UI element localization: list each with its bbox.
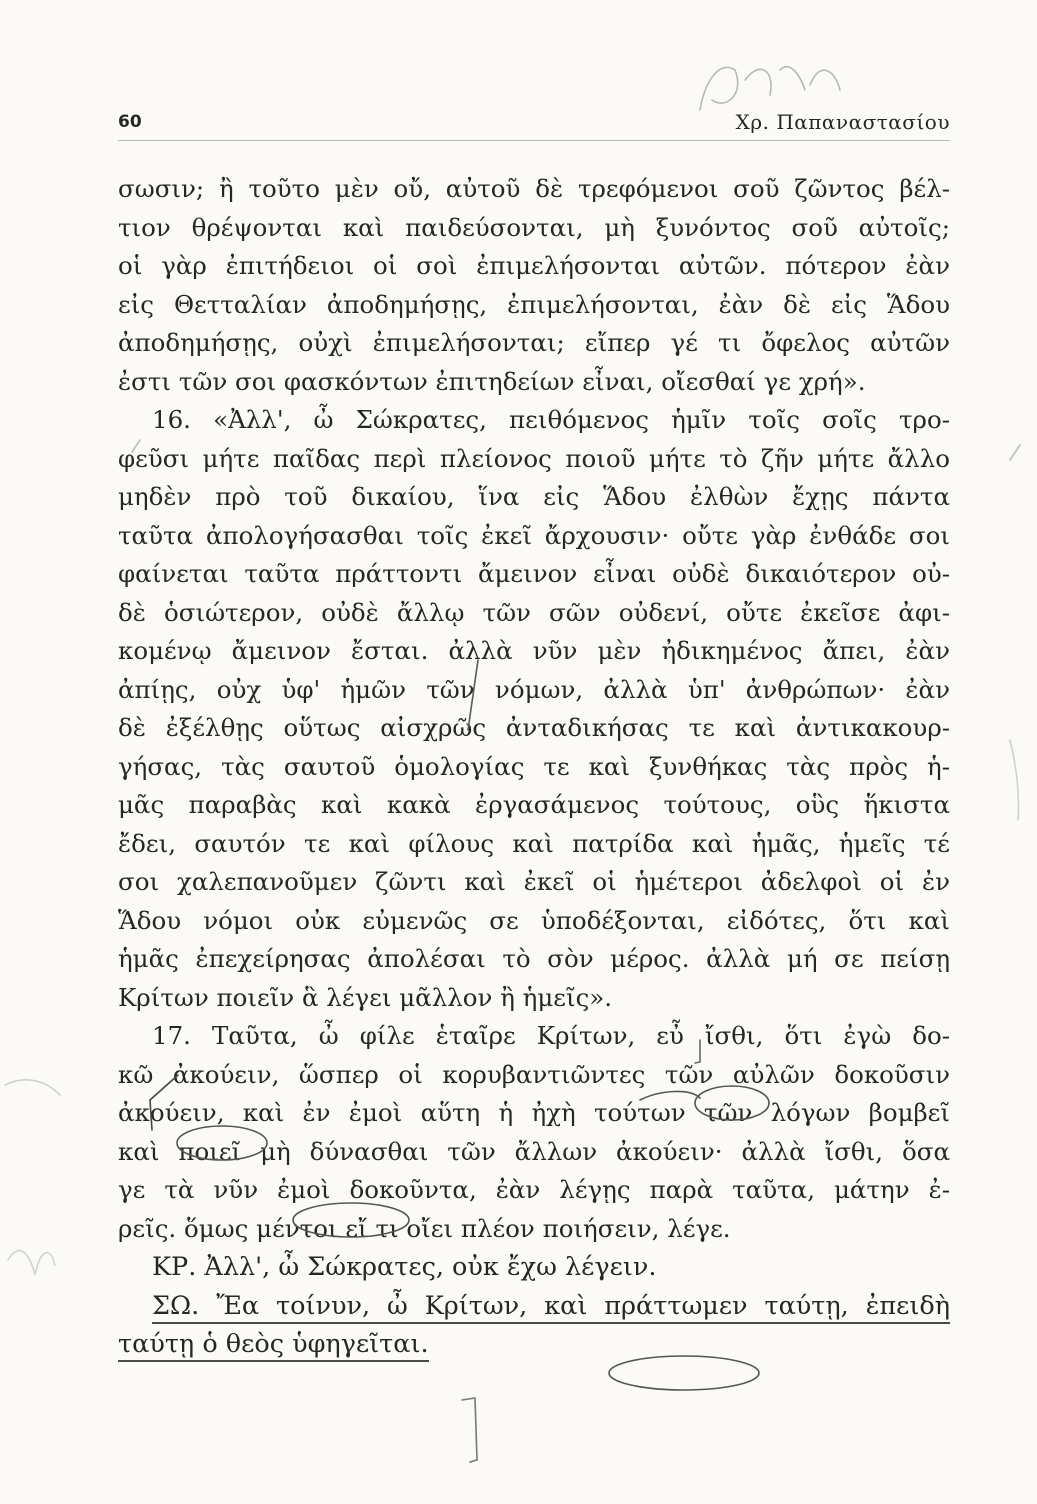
text-line: μᾶς παραβὰς καὶ κακὰ ἐργασάμενος τούτους, οὓς ἥκιστα xyxy=(118,790,950,819)
running-head: Χρ. Παπαναστασίου xyxy=(735,110,950,134)
text-line: τιον θρέψονται καὶ παιδεύσονται, μὴ ξυνόντος σοῦ αὐτοῖς; xyxy=(118,212,950,242)
underlined-text: ταύτῃ ὁ θεὸς ὑφηγεῖται. xyxy=(118,1329,429,1362)
text-line: οἱ γὰρ ἐπιτήδειοι οἱ σοὶ ἐπιμελήσονται αὐτῶν. πότερον ἐὰν xyxy=(118,251,950,280)
text-line: γήσας, τὰς σαυτοῦ ὁμολογίας τε καὶ ξυνθήκας τὰς πρὸς ἡ- xyxy=(118,751,950,781)
text-line: ἐστι τῶν σοι φασκόντων ἐπιτηδείων εἶναι, οἴεσθαί γε χρή». xyxy=(118,366,866,396)
text-line: 17. Ταῦτα, ὦ φίλε ἑταῖρε Κρίτων, εὖ ἴσθι, ὅτι ἐγὼ δο- xyxy=(152,1021,950,1050)
text-line: ἀπίῃς, οὐχ ὑφ' ἡμῶν τῶν νόμων, ἀλλὰ ὑπ' ἀνθρώπων· ἐὰν xyxy=(118,674,950,704)
text-line: κομένῳ ἄμεινον ἔσται. ἀλλὰ νῦν μὲν ἠδικημένος ἄπει, ἐὰν xyxy=(118,636,950,665)
text-line: εἰς Θετταλίαν ἀποδημήσῃς, ἐπιμελήσονται, ἐὰν δὲ εἰς Ἅδου xyxy=(118,289,950,319)
text-line: 16. «Ἀλλ', ὦ Σώκρατες, πειθόμενος ἡμῖν τοῖς σοῖς τρο- xyxy=(152,405,950,434)
text-line: γε τὰ νῦν ἐμοὶ δοκοῦντα, ἐὰν λέγῃς παρὰ ταῦτα, μάτην ἐ- xyxy=(118,1175,950,1204)
underlined-text: ΣΩ. Ἔα τοίνυν, ὦ Κρίτων, καὶ πράττωμεν ταύτῃ, ἐπειδὴ xyxy=(152,1291,950,1324)
text-line: μηδὲν πρὸ τοῦ δικαίου, ἵνα εἰς Ἅδου ἐλθὼν ἔχῃς πάντα xyxy=(118,482,950,511)
text-line: κῶ ἀκούειν, ὥσπερ οἱ κορυβαντιῶντες τῶν αὐλῶν δοκοῦσιν xyxy=(118,1059,950,1089)
text-line: σοι χαλεπανοῦμεν ζῶντι καὶ ἐκεῖ οἱ ἡμέτεροι ἀδελφοὶ οἱ ἐν xyxy=(118,867,950,896)
text-line: δὲ ὁσιώτερον, οὐδὲ ἄλλῳ τῶν σῶν οὐδενί, οὔτε ἐκεῖσε ἀφι- xyxy=(118,597,950,627)
kr-dialogue-line: ΚΡ. Ἀλλ', ὦ Σώκρατες, οὐκ ἔχω λέγειν. xyxy=(152,1252,657,1282)
text-line: ἀποδημήσῃς, οὐχὶ ἐπιμελήσονται; εἴπερ γέ τι ὄφελος αὐτῶν xyxy=(118,328,950,357)
body-text xyxy=(118,170,950,1364)
text-line: φεῦσι μήτε παῖδας περὶ πλείονος ποιοῦ μήτε τὸ ζῆν μήτε ἄλλο xyxy=(118,443,950,473)
text-line: ταῦτα ἀπολογήσασθαι τοῖς ἐκεῖ ἄρχουσιν· οὔτε γὰρ ἐνθάδε σοι xyxy=(118,520,950,550)
text-line: σωσιν; ἢ τοῦτο μὲν οὔ, αὐτοῦ δὲ τρεφόμενοι σοῦ ζῶντος βέλ- xyxy=(118,174,950,203)
page-number: 60 xyxy=(118,112,142,132)
page-header xyxy=(118,108,950,141)
so-dialogue-line xyxy=(118,1287,950,1326)
text-line: ρεῖς. ὅμως μέντοι εἴ τι οἴει πλέον ποιήσειν, λέγε. xyxy=(118,1213,731,1243)
text-line: δὲ ἐξέλθῃς οὕτως αἰσχρῶς ἀνταδικήσας τε καὶ ἀντικακουρ- xyxy=(118,713,950,742)
text-line: ἡμᾶς ἐπεχείρησας ἀπολέσαι τὸ σὸν μέρος. ἀλλὰ μή σε πείσῃ xyxy=(118,944,950,973)
text-line: φαίνεται ταῦτα πράττοντι ἄμεινον εἶναι οὐδὲ δικαιότερον οὐ- xyxy=(118,559,950,588)
text-line: ἔδει, σαυτόν τε καὶ φίλους καὶ πατρίδα καὶ ἡμᾶς, ἡμεῖς τέ xyxy=(118,828,950,858)
text-line: καὶ ποιεῖ μὴ δύνασθαι τῶν ἄλλων ἀκούειν· ἀλλὰ ἴσθι, ὅσα xyxy=(118,1136,950,1166)
text-line: ἀκούειν, καὶ ἐν ἐμοὶ αὕτη ἡ ἠχὴ τούτων τῶν λόγων βομβεῖ xyxy=(118,1098,950,1127)
text-line: Κρίτων ποιεῖν ἃ λέγει μᾶλλον ἢ ἡμεῖς». xyxy=(118,982,613,1012)
text-line: Ἅδου νόμοι οὐκ εὐμενῶς σε ὑποδέξονται, εἰδότες, ὅτι καὶ xyxy=(118,905,950,935)
so-dialogue-line xyxy=(118,1325,950,1364)
